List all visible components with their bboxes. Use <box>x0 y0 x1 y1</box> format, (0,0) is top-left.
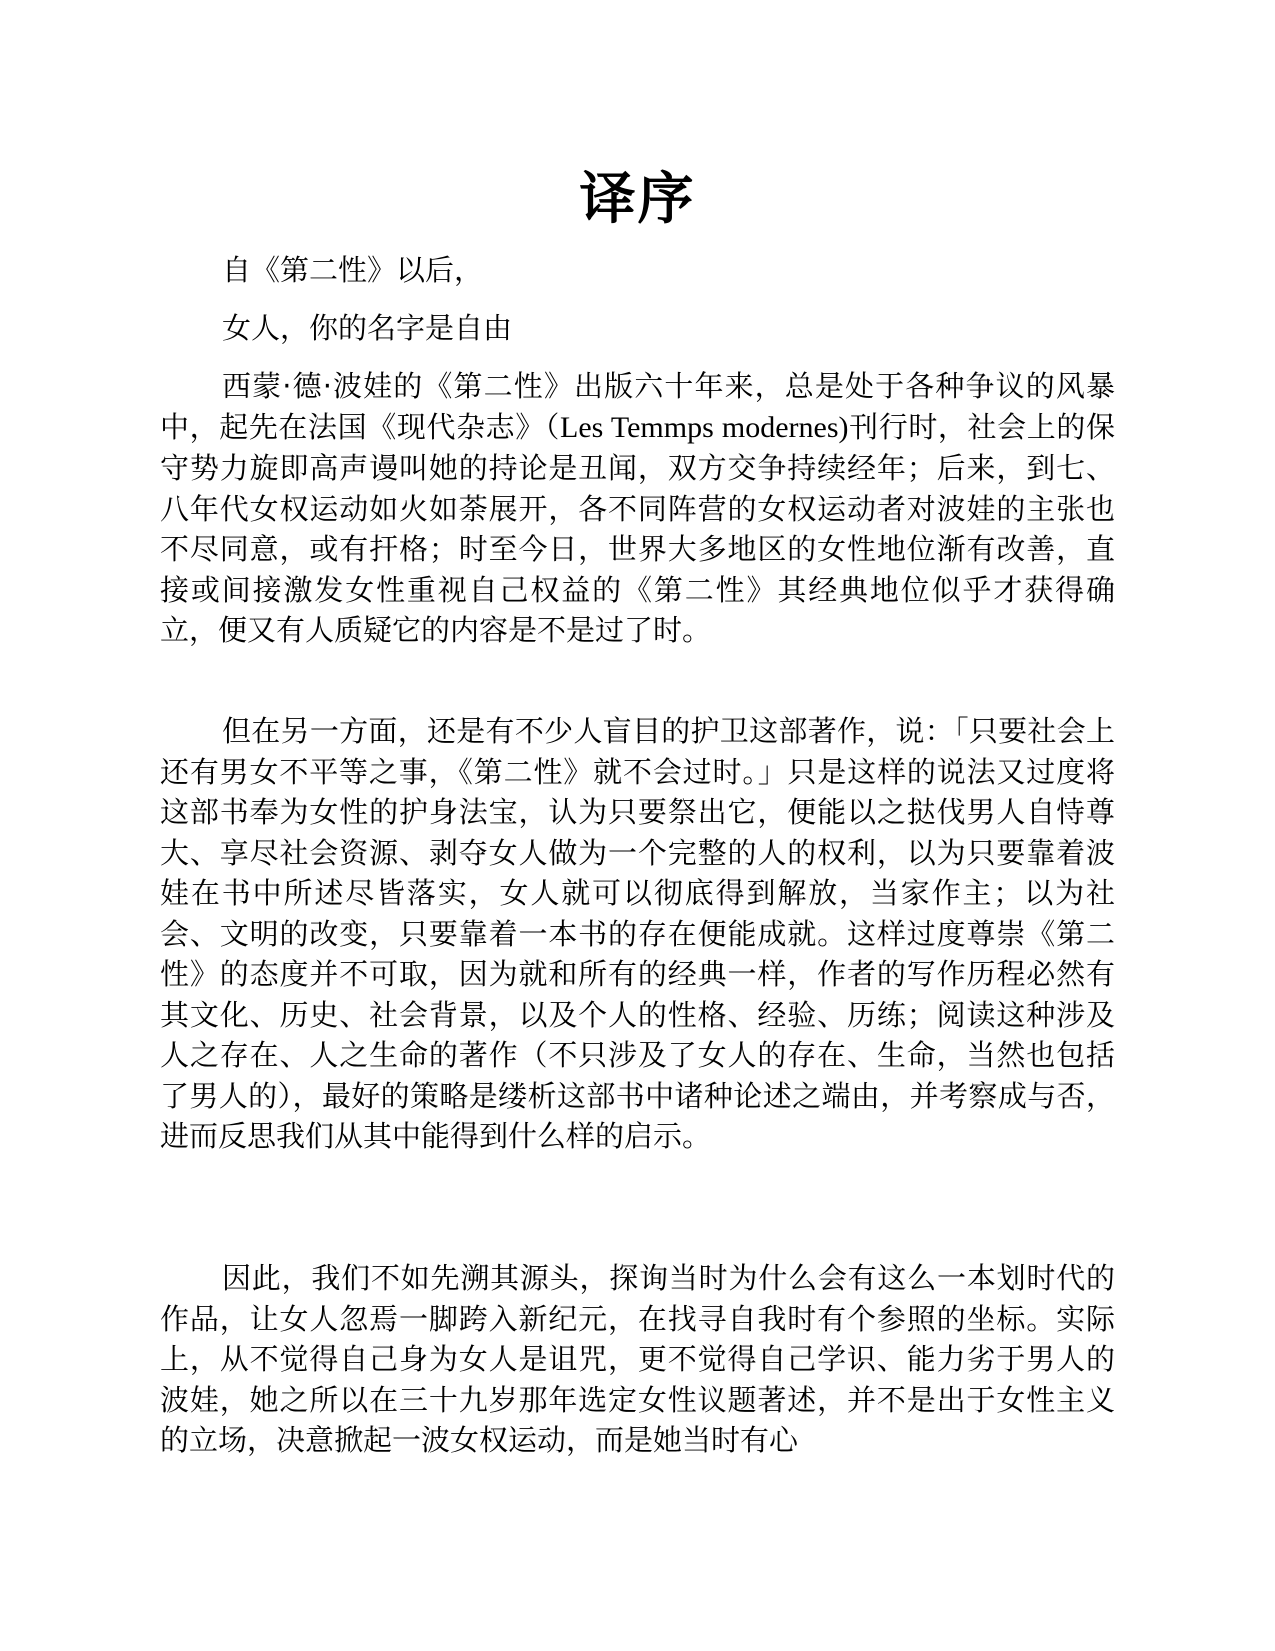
paragraph-1-text-end: 刊行时，社会上的保守势力旋即高声谩叫她的持论是丑闻，双方交争持续经年；后来，到七、八年代女权运动如火如荼展开，各不同阵营的女权运动者对波娃的主张也不尽同意，或有扞格；时至今日，世界大多地区的女性地位渐有改善，直接或间接激发女性重视自己权益的《第二性》其经典地位似乎才获得确立，便又有人质疑它的内容是不是过了时。 <box>160 409 1115 647</box>
paragraph-3: 因此，我们不如先溯其源头，探询当时为什么会有这么一本划时代的作品，让女人忽焉一脚跨入新纪元，在找寻自我时有个参照的坐标。实际上，从不觉得自己身为女人是诅咒，更不觉得自己学识、能力劣于男人的波娃，她之所以在三十九岁那年选定女性议题著述，并不是出于女性主义的立场，决意掀起一波女权运动，而是她当时有心 <box>160 1261 1115 1457</box>
paragraph-1 <box>160 366 1115 651</box>
paragraph-2: 但在另一方面，还是有不少人盲目的护卫这部著作，说：「只要社会上还有男女不平等之事，《第二性》就不会过时。」只是这样的说法又过度将这部书奉为女性的护身法宝，认为只要祭出它，便能以之挞伐男人自恃尊大、享尽社会资源、剥夺女人做为一个完整的人的权利，以为只要靠着波娃在书中所述尽皆落实，女人就可以彻底得到解放，当家作主；以为社会、文明的改变，只要靠着一本书的存在便能成就。这样过度尊崇《第二性》的态度并不可取，因为就和所有的经典一样，作者的写作历程必然有其文化、历史、社会背景，以及个人的性格、经验、历练；阅读这种涉及人之存在、人之生命的著作（不只涉及了女人的存在、生命，当然也包括了男人的），最好的策略是缕析这部书中诸种论述之端由，并考察成与否，进而反思我们从其中能得到什么样的启示。 <box>160 714 1115 1153</box>
page-title: 译序 <box>579 167 696 232</box>
paragraph-1-text-start: 西蒙·德·波娃的《第二性》出版六十年来，总是处于各种争议的风暴中，起先在法国《现代杂志》（ <box>160 369 1115 444</box>
epigraph-line-1: 自《第二性》以后， <box>222 253 484 287</box>
epigraph-line-2: 女人，你的名字是自由 <box>222 311 513 345</box>
journal-latin-title: Les Temmps modernes) <box>560 410 849 444</box>
